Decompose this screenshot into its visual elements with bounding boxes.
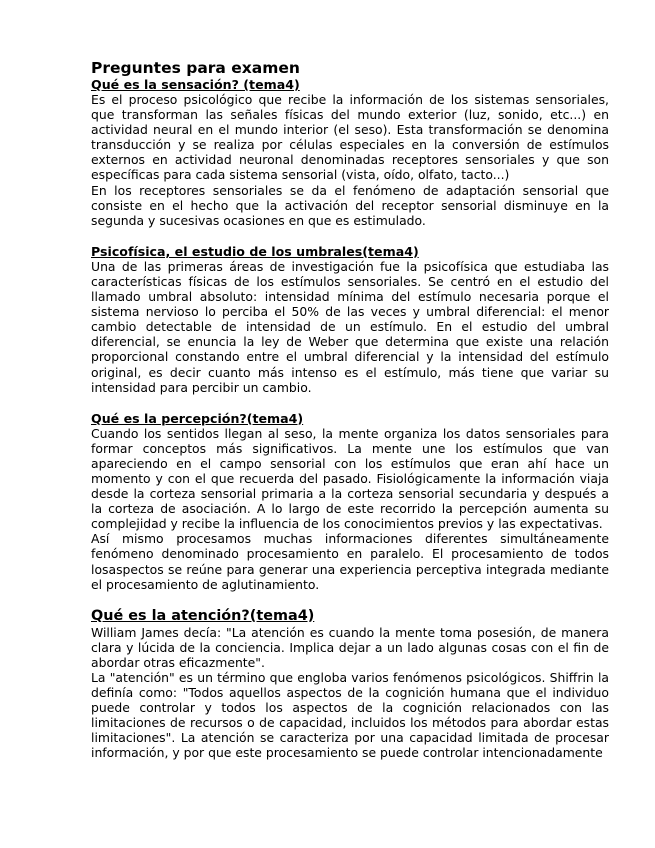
section-psicofisica xyxy=(91,244,609,395)
document-title: Preguntes para examen xyxy=(91,59,300,77)
section-paragraph: Una de las primeras áreas de investigación fue la psicofísica que estudiaba las características físicas de los estímulos sensoriales. Se centró en el estudio del llamado umbral absoluto: intensidad mínima del estímulo necesaria porque el sistema nervioso lo perciba el 50% de las veces y umbral diferencial: el menor cambio detectable de intensidad de un estímulo. En el estudio del umbral diferencial, se enuncia la ley de Weber que determina que existe una relación proporcional constando entre el umbral diferencial y la intensidad del estímulo original, es decir cuanto más intenso es el estímulo, más tiene que variar su intensidad para percibir un cambio. xyxy=(91,258,609,395)
section-percepcion xyxy=(91,411,609,592)
section-heading: Qué es la percepción?(tema4) xyxy=(91,410,304,426)
section-heading: Qué es la atención?(tema4) xyxy=(91,607,315,624)
section-paragraph: En los receptores sensoriales se da el fenómeno de adaptación sensorial que consiste en el hecho que la activación del receptor sensorial disminuye en la segunda y sucesivas ocasiones en que es estimulado. xyxy=(91,182,609,228)
section-paragraph: William James decía: "La atención es cuando la mente toma posesión, de manera clara y lúcida de la conciencia. Implica dejar a un lado algunas cosas con el fin de abordar otras eficazmente". xyxy=(91,624,609,670)
section-heading: Psicofísica, el estudio de los umbrales(tema4) xyxy=(91,243,419,259)
section-sensacion xyxy=(91,77,609,228)
section-atencion xyxy=(91,608,609,761)
section-heading: Qué es la sensación? (tema4) xyxy=(91,77,300,92)
section-paragraph: Cuando los sentidos llegan al seso, la mente organiza los datos sensoriales para formar conceptos más significativos. La mente une los estímulos que van apareciendo en el campo sensorial con los estímulos que eran ahí hace un momento y con el que recuerda del pasado. Fisiológicamente la información viaja desde la corteza sensorial primaria a la corteza sensorial secundaria y después a la corteza de asociación. A lo largo de este recorrido la percepción aumenta su complejidad y recibe la influencia de los conocimientos previos y las expectativas. xyxy=(91,425,609,532)
section-paragraph: Es el proceso psicológico que recibe la información de los sistemas sensoriales, que transforman las señales físicas del mundo exterior (luz, sonido, etc...) en actividad neural en el mundo interior (el seso). Esta transformación se denomina transducción y se realiza por células especiales en la conversión de estímulos externos en actividad neuronal denominadas receptores sensoriales y que son específicas para cada sistema sensorial (vista, oído, olfato, tacto...) xyxy=(91,92,609,183)
section-paragraph: La "atención" es un término que engloba varios fenómenos psicológicos. Shiffrin la definía como: "Todos aquellos aspectos de la cognición humana que el individuo puede controlar y todos los aspectos de la cognición relacionados con las limitaciones de recursos o de capacidad, incluidos los métodos para abordar estas limitaciones". La atención se caracteriza por una capacidad limitada de procesar información, y por que este procesamiento se puede controlar intencionadamente xyxy=(91,670,609,761)
section-paragraph: Así mismo procesamos muchas informaciones diferentes simultáneamente fenómeno denominado procesamiento en paralelo. El procesamiento de todos losaspectos se reúne para generar una experiencia perceptiva integrada mediante el procesamiento de aglutinamiento. xyxy=(91,531,609,592)
